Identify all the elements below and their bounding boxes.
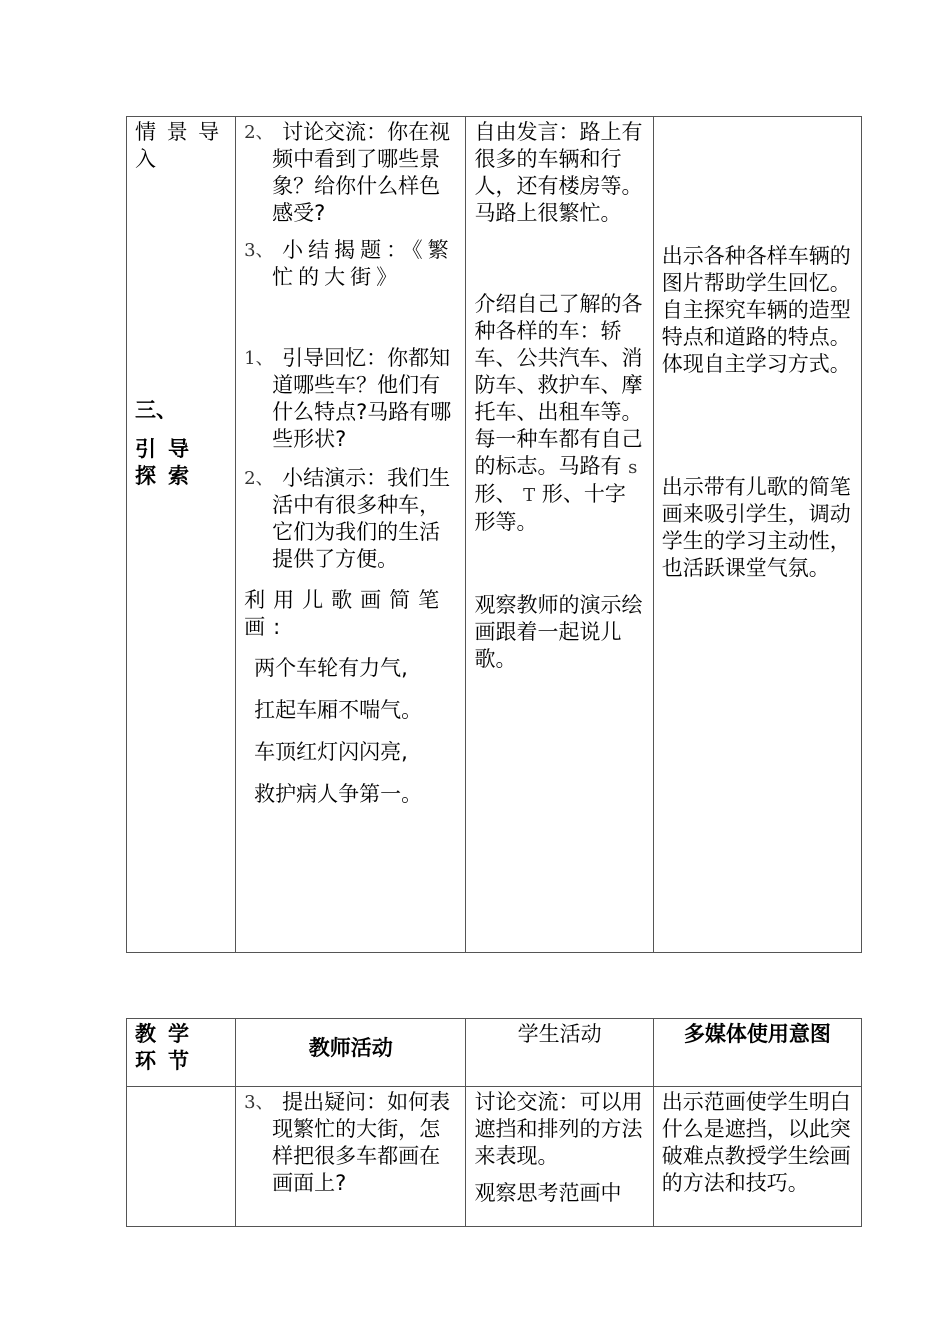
student-para-1: 自由发言：路上有很多的车辆和行人，还有楼房等。马路上很繁忙。 (474, 120, 643, 225)
poem-line: 两个车轮有力气, (254, 656, 408, 680)
teacher-item-question (244, 1089, 457, 1197)
student-para-2-text: 介绍自己了解的各种各样的车：轿车、公共汽车、消防车、救护车、摩托车、出租车等。每一种车都有自己的标志。马路有 (474, 292, 643, 478)
teacher-activity-cell (236, 117, 466, 953)
poem-line: 扛起车厢不喘气。 (254, 698, 423, 722)
header-stage-label: 教学环节 (135, 1022, 201, 1073)
section-intro-title: 情景导入 (135, 120, 230, 171)
section-3-title: 引导探索 (135, 437, 201, 488)
road-shape-t: T (523, 485, 536, 506)
student-activity-cell (466, 117, 653, 953)
item-text: 小结揭题：《繁忙的大街》 (272, 238, 454, 289)
item-text: 小结演示：我们生活中有很多种车，它们为我们的生活提供了方便。 (272, 466, 451, 571)
section-3-number: 三、 (135, 398, 177, 422)
road-shape-s: s (628, 457, 638, 478)
item-number: 2、 (244, 468, 274, 489)
media-intent: 出示范画使学生明白什么是遮挡，以此突破难点教授学生绘画的方法和技巧。 (661, 1090, 851, 1195)
header-student (466, 1019, 653, 1087)
teacher-item-discuss (244, 119, 457, 227)
item-number: 3、 (244, 240, 274, 261)
poem-intro: 利用儿歌画简笔画: (244, 588, 448, 639)
teacher-item-demo (244, 465, 457, 573)
student-para-2 (474, 291, 646, 536)
header-student-label: 学生活动 (517, 1022, 602, 1046)
media-para-2: 出示带有儿歌的简笔画来吸引学生，调动学生的学习主动性，也活跃课堂气氛。 (661, 475, 851, 580)
item-text: 讨论交流：你在视频中看到了哪些景象？给你什么样色感受? (272, 120, 451, 225)
poem-line: 救护病人争第一。 (254, 782, 423, 806)
item-text: 引导回忆：你都知道哪些车？他们有什么特点?马路有哪些形状? (272, 346, 452, 451)
header-media (653, 1019, 861, 1087)
header-teacher (236, 1019, 466, 1087)
student-para-2-text: 形、 (474, 482, 517, 506)
header-media-label: 多媒体使用意图 (683, 1022, 831, 1046)
poem-line: 车顶红灯闪闪亮, (254, 740, 408, 764)
row-stage (127, 1087, 236, 1227)
row-student (466, 1087, 653, 1227)
teacher-item-summary (244, 237, 457, 291)
student-para-3: 观察教师的演示绘画跟着一起说儿歌。 (474, 593, 643, 671)
media-para-1: 出示各种各样车辆的图片帮助学生回忆。自主探究车辆的造型特点和道路的特点。体现自主学习方式。 (661, 244, 851, 376)
header-teacher-label: 教师活动 (308, 1036, 393, 1060)
item-number: 2、 (244, 122, 274, 143)
media-intent-cell (653, 117, 861, 953)
header-stage (127, 1019, 236, 1087)
teacher-item-recall (244, 345, 457, 453)
lesson-table-2 (126, 1018, 862, 1227)
item-number: 1、 (244, 348, 274, 369)
student-para-2-text: 形、十字形等。 (474, 482, 626, 534)
stage-cell (127, 117, 236, 953)
student-observe: 观察思考范画中 (474, 1181, 622, 1205)
row-media (653, 1087, 861, 1227)
item-number: 3、 (244, 1092, 274, 1113)
poem (244, 655, 457, 808)
student-discuss: 讨论交流：可以用遮挡和排列的方法来表现。 (474, 1090, 643, 1168)
item-text: 提出疑问：如何表现繁忙的大街，怎样把很多车都画在画面上? (272, 1090, 451, 1195)
lesson-table-1 (126, 116, 862, 953)
row-teacher (236, 1087, 466, 1227)
